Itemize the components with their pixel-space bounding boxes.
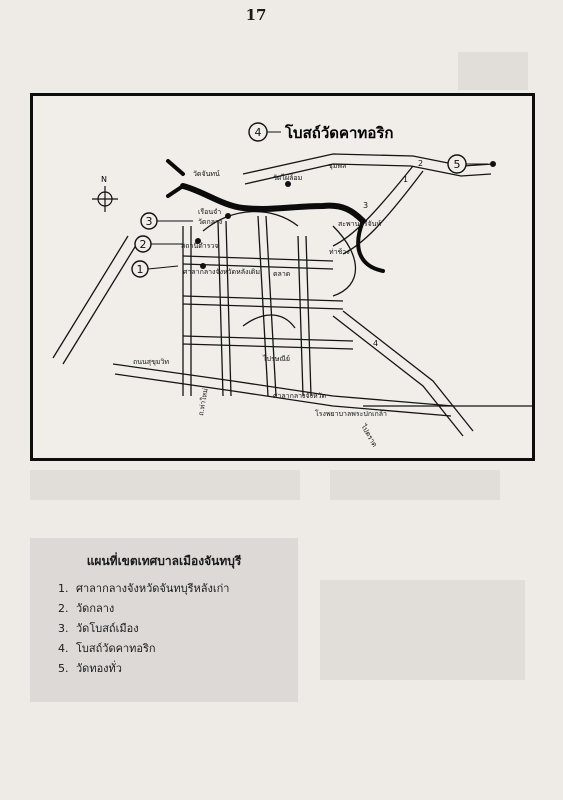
marker-5-label: 5 (453, 158, 461, 171)
city-map (33, 96, 532, 458)
marker-3-label: 3 (145, 215, 153, 228)
label-sala-klang: ศาลากลางจังหวัดหลังเดิม (183, 268, 260, 276)
route-number-label: 2 (418, 159, 424, 168)
label-road-trat: ไปตราด (359, 423, 379, 449)
marker-4-label: 4 (254, 126, 262, 139)
label-road-tha-mai: ถ.ท่าใหม่ (197, 387, 210, 417)
label-tha-chang: ท่าช้าง (329, 248, 350, 256)
label-police: สถานีตำรวจ (181, 242, 219, 250)
route-number-label: 4 (373, 339, 379, 348)
label-wat-plub: วัดไผ่ล้อม (273, 174, 303, 182)
map-frame (30, 93, 535, 461)
label-wat-chanta: วัดจันทน์ (193, 170, 220, 178)
legend-item-number: 1. (58, 582, 69, 595)
legend-item-number: 2. (58, 602, 69, 615)
legend-item-text: ศาลากลางจังหวัดจันทบุรีหลังเก่า (76, 582, 230, 595)
legend-item-text: วัดทองทั่ว (76, 662, 122, 675)
label-post: ไปรษณีย์ (263, 355, 290, 363)
map-title: โบสถ์วัดคาทอริก (285, 124, 394, 142)
legend-item-text: โบสถ์วัดคาทอริก (76, 642, 156, 655)
page-number: 17 (245, 6, 267, 24)
legend-item-number: 3. (58, 622, 69, 635)
route-number-label: 3 (363, 201, 369, 210)
legend-item (58, 599, 286, 619)
bleed-through-block (330, 470, 500, 500)
legend-title: แผนที่เขตเทศบาลเมืองจันทบุรี (86, 554, 242, 568)
marker-2-label: 2 (139, 238, 147, 251)
legend-item (58, 619, 286, 639)
legend-item-text: วัดกลาง (76, 602, 115, 615)
legend-item (58, 579, 286, 599)
legend-list (42, 579, 286, 679)
label-sukhumvit: ถนนสุขุมวิท (133, 358, 170, 366)
label-chumpon: ชุมพล (328, 162, 347, 170)
label-hospital: โรงพยาบาลพระปกเกล้า (315, 410, 387, 418)
legend-item (58, 639, 286, 659)
legend-item-number: 5. (58, 662, 69, 675)
bleed-through-block (320, 580, 525, 680)
map-legend (30, 538, 298, 702)
label-bridge: สะพานศรีจันท์ (338, 220, 382, 228)
compass-icon (92, 186, 118, 212)
label-wat-lang: วัดกลาง (198, 218, 223, 226)
label-market: ตลาด (273, 270, 291, 278)
bleed-through-block (30, 470, 300, 500)
legend-item-number: 4. (58, 642, 69, 655)
legend-item-text: วัดโบสถ์เมือง (76, 622, 139, 635)
bleed-through-block (458, 52, 528, 90)
legend-item (58, 659, 286, 679)
route-number-label: 1 (403, 175, 409, 184)
label-sala-new: ศาลากลางจังหวัด (273, 392, 327, 400)
label-pa-reuan: เรือนจำ (198, 208, 222, 216)
marker-1-label: 1 (136, 263, 144, 276)
north-label: N (101, 175, 107, 184)
